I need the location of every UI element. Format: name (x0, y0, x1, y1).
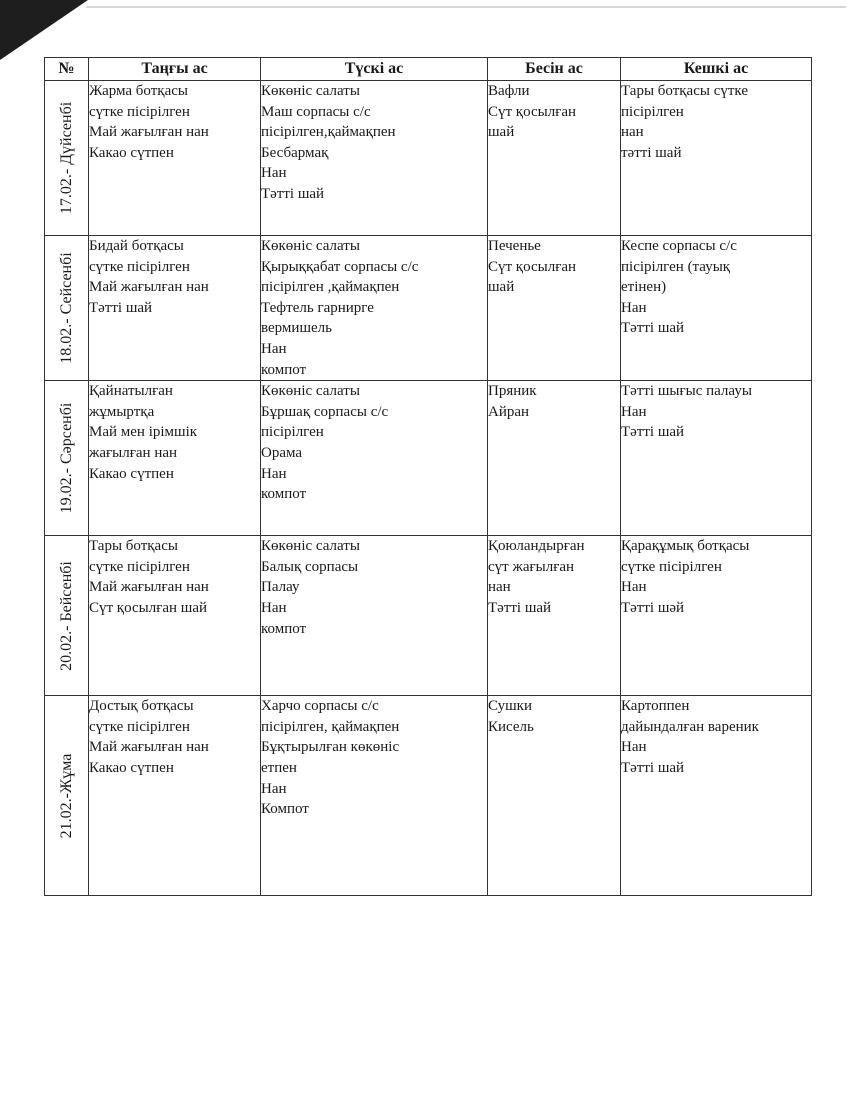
day-cell (45, 236, 89, 381)
dish-line: Вафли (488, 83, 530, 99)
dish-line: жұмыртқа (89, 403, 155, 420)
table-row (45, 236, 812, 381)
dish-line: Кисель (488, 718, 534, 735)
snack-cell (488, 381, 621, 536)
dish-line: сүтке пісірілген (89, 558, 190, 575)
dish-line: нан (621, 124, 644, 141)
dish-line: етпен (261, 759, 297, 776)
dinner-cell (621, 536, 812, 696)
breakfast-cell (89, 536, 261, 696)
dish-line: пісірілген ,қаймақпен (261, 279, 400, 296)
dish-line: пісірілген, қаймақпен (261, 718, 400, 735)
menu-body (45, 81, 812, 896)
breakfast-cell (89, 381, 261, 536)
dinner-cell (621, 236, 812, 381)
snack-cell (488, 81, 621, 236)
dinner-cell (621, 81, 812, 236)
dish-line: Балық сорпасы (261, 558, 359, 575)
table-row (45, 381, 812, 536)
dish-line: Тәтті шай (621, 424, 685, 441)
dish-line: Тәтті шай (261, 185, 325, 202)
scan-edge (86, 6, 846, 8)
dish-line: шай (488, 279, 515, 296)
dish-line: жағылған нан (89, 444, 178, 461)
dish-line: Май жағылған нан (89, 279, 209, 296)
dish-line: Маш сорпасы с/с (261, 103, 371, 120)
dish-line: Орама (261, 444, 303, 461)
dish-line: Май жағылған нан (89, 124, 209, 141)
dish-line: Тары ботқасы (89, 538, 178, 555)
dish-line: Нан (621, 299, 647, 316)
lunch-cell (261, 536, 488, 696)
lunch-cell (261, 81, 488, 236)
dish-line: Жарма ботқасы (89, 83, 188, 99)
header-dinner: Кешкі ас (621, 58, 812, 81)
dish-line: сүтке пісірілген (89, 258, 190, 275)
dish-line: Компот (261, 801, 309, 818)
dish-line: Тәтті шай (621, 320, 685, 337)
lunch-cell (261, 696, 488, 896)
dish-line: Тәтті шығыс палауы (621, 383, 752, 400)
table-row (45, 696, 812, 896)
dish-line: компот (261, 361, 307, 378)
snack-cell (488, 536, 621, 696)
dish-line: Нан (261, 780, 287, 797)
snack-cell (488, 696, 621, 896)
dish-line: Какао сүтпен (89, 144, 174, 161)
dish-line: Қайнатылған (89, 383, 173, 400)
lunch-cell (261, 381, 488, 536)
dish-line: сүтке пісірілген (89, 103, 190, 120)
dish-line: Тәтті шәй (621, 599, 685, 616)
dish-line: Картоппен (621, 698, 690, 715)
dish-line: Достық ботқасы (89, 698, 194, 715)
day-label: 18.02.- Сейсенбі (57, 252, 75, 364)
dish-line: компот (261, 620, 307, 637)
dish-line: пісірілген,қаймақпен (261, 124, 396, 141)
dish-line: пісірілген (тауық (621, 258, 731, 275)
dish-line: Печенье (488, 238, 541, 254)
header-row (45, 58, 812, 81)
dish-line: дайындалған вареник (621, 718, 759, 735)
dish-line: Тәтті шай (89, 299, 153, 316)
breakfast-cell (89, 696, 261, 896)
dish-line: Нан (261, 465, 287, 482)
table-row (45, 81, 812, 236)
dish-line: сүтке пісірілген (621, 558, 722, 575)
dish-line: Пряник (488, 383, 537, 400)
dish-line: Көкөніс салаты (261, 538, 360, 555)
dish-line: Нан (261, 599, 287, 616)
dish-line: Харчо сорпасы с/с (261, 698, 379, 715)
dish-line: Сүт қосылған шай (89, 599, 208, 616)
dish-line: етінен) (621, 279, 667, 296)
dish-line: Кеспе сорпасы с/с (621, 238, 737, 254)
dinner-cell (621, 696, 812, 896)
scan-corner (0, 0, 88, 60)
header-lunch: Түскі ас (261, 58, 488, 81)
header-snack: Бесін ас (488, 58, 621, 81)
dish-line: Сүт қосылған (488, 103, 577, 120)
day-label: 17.02.- Дүйсенбі (57, 101, 75, 215)
dish-line: Тефтель гарнирге (261, 299, 374, 316)
dish-line: Какао сүтпен (89, 759, 174, 776)
dish-line: Бұқтырылған көкөніс (261, 739, 400, 756)
dish-line: Нан (621, 579, 647, 596)
dish-line: Қоюландырған (488, 538, 585, 555)
dish-line: Май жағылған нан (89, 739, 209, 756)
day-label: 19.02.- Сәрсенбі (57, 402, 75, 514)
dish-line: сүтке пісірілген (89, 718, 190, 735)
dish-line: Палау (261, 579, 300, 596)
dish-line: Май мен ірімшік (89, 424, 198, 441)
breakfast-cell (89, 81, 261, 236)
dish-line: Май жағылған нан (89, 579, 209, 596)
dish-line: Бидай ботқасы (89, 238, 184, 254)
snack-cell (488, 236, 621, 381)
dish-line: Айран (488, 403, 530, 420)
day-label: 20.02.- Бейсенбі (57, 560, 75, 671)
dish-line: Қырыққабат сорпасы с/с (261, 258, 419, 275)
day-label: 21.02.-Жұма (57, 753, 75, 839)
dish-line: нан (488, 579, 511, 596)
dish-line: Какао сүтпен (89, 465, 174, 482)
day-cell (45, 381, 89, 536)
dish-line: Сүт қосылған (488, 258, 577, 275)
breakfast-cell (89, 236, 261, 381)
dish-line: пісірілген (261, 424, 324, 441)
dish-line: Тары ботқасы сүтке (621, 83, 748, 99)
dinner-cell (621, 381, 812, 536)
dish-line: Нан (261, 340, 287, 357)
dish-line: шай (488, 124, 515, 141)
dish-line: сүт жағылған (488, 558, 575, 575)
dish-line: компот (261, 486, 307, 503)
dish-line: Бұршақ сорпасы с/с (261, 403, 389, 420)
day-cell (45, 536, 89, 696)
dish-line: Бесбармақ (261, 144, 329, 161)
weekly-menu-table (44, 57, 812, 896)
lunch-cell (261, 236, 488, 381)
day-cell (45, 696, 89, 896)
header-breakfast: Таңғы ас (89, 58, 261, 81)
dish-line: Көкөніс салаты (261, 83, 360, 99)
dish-line: Тәтті шай (488, 599, 552, 616)
dish-line: Нан (621, 403, 647, 420)
dish-line: тәтті шай (621, 144, 682, 161)
dish-line: Нан (621, 739, 647, 756)
dish-line: Нан (261, 165, 287, 182)
header-number: № (45, 58, 89, 81)
dish-line: Қарақұмық ботқасы (621, 538, 750, 555)
day-cell (45, 81, 89, 236)
table-row (45, 536, 812, 696)
dish-line: вермишель (261, 320, 332, 337)
dish-line: Тәтті шай (621, 759, 685, 776)
dish-line: Сушки (488, 698, 532, 715)
dish-line: пісірілген (621, 103, 684, 120)
dish-line: Көкөніс салаты (261, 238, 360, 254)
dish-line: Көкөніс салаты (261, 383, 360, 400)
